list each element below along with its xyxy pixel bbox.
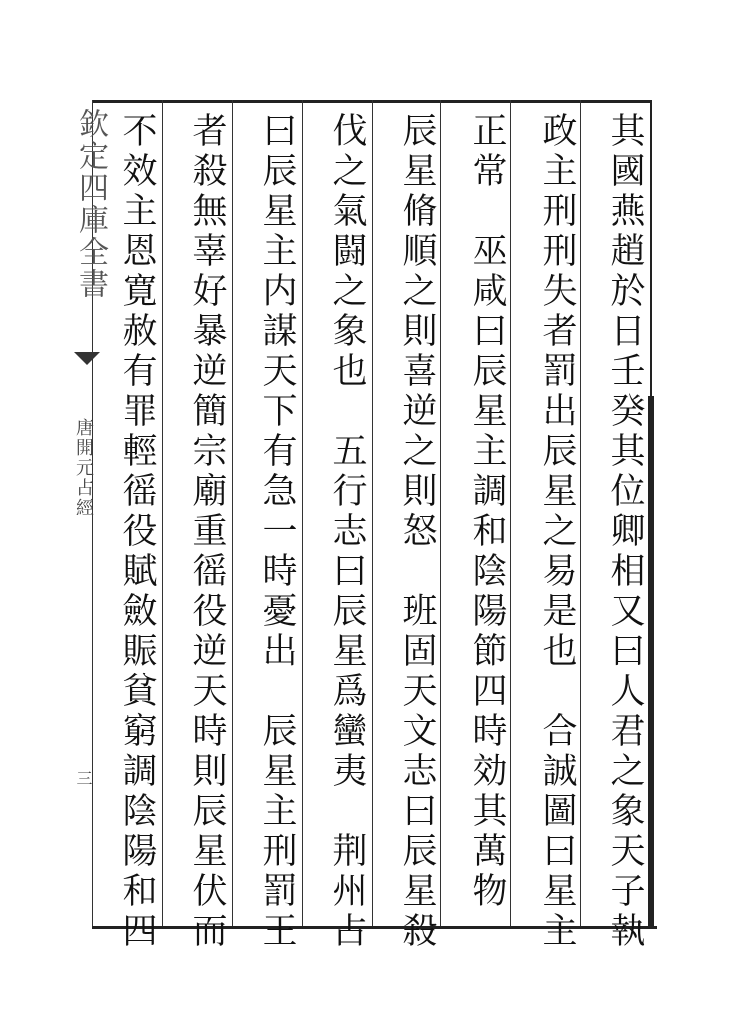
text-column-7: 者殺無辜好暴逆簡宗廟重徭役逆天時則辰星伏而 [187,112,227,952]
margin-series-title: 欽定四庫全書 [73,108,108,300]
text-column-5: 伐之氣闘之象也 五行志曰辰星爲蠻夷 荆州占 [327,112,367,952]
column-rule [302,100,303,926]
text-column-3: 正常 巫咸曰辰星主調和陰陽節四時効其萬物 [467,112,507,912]
fishtail-mark [74,352,100,365]
text-column-6: 曰辰星主内謀天下有急一時憂出 辰星主刑罰王 [257,112,297,952]
column-rule [162,100,163,926]
text-column-8: 不效主恩寛赦有罪輕徭役賦斂賑貧窮調陰陽和四 [117,112,157,952]
column-rule [372,100,373,926]
text-column-1: 其國燕趙於日壬癸其位卿相又曰人君之象天子執 [605,112,645,952]
column-rule [232,100,233,926]
margin-book-title: 唐開元占經 [73,418,94,518]
text-column-4: 辰星脩順之則喜逆之則怒 班固天文志曰辰星殺 [397,112,437,952]
margin-leaf-number: 三 [74,770,93,786]
text-column-2: 政主刑刑失者罰出辰星之易是也 合誠圖曰星主 [537,112,577,952]
